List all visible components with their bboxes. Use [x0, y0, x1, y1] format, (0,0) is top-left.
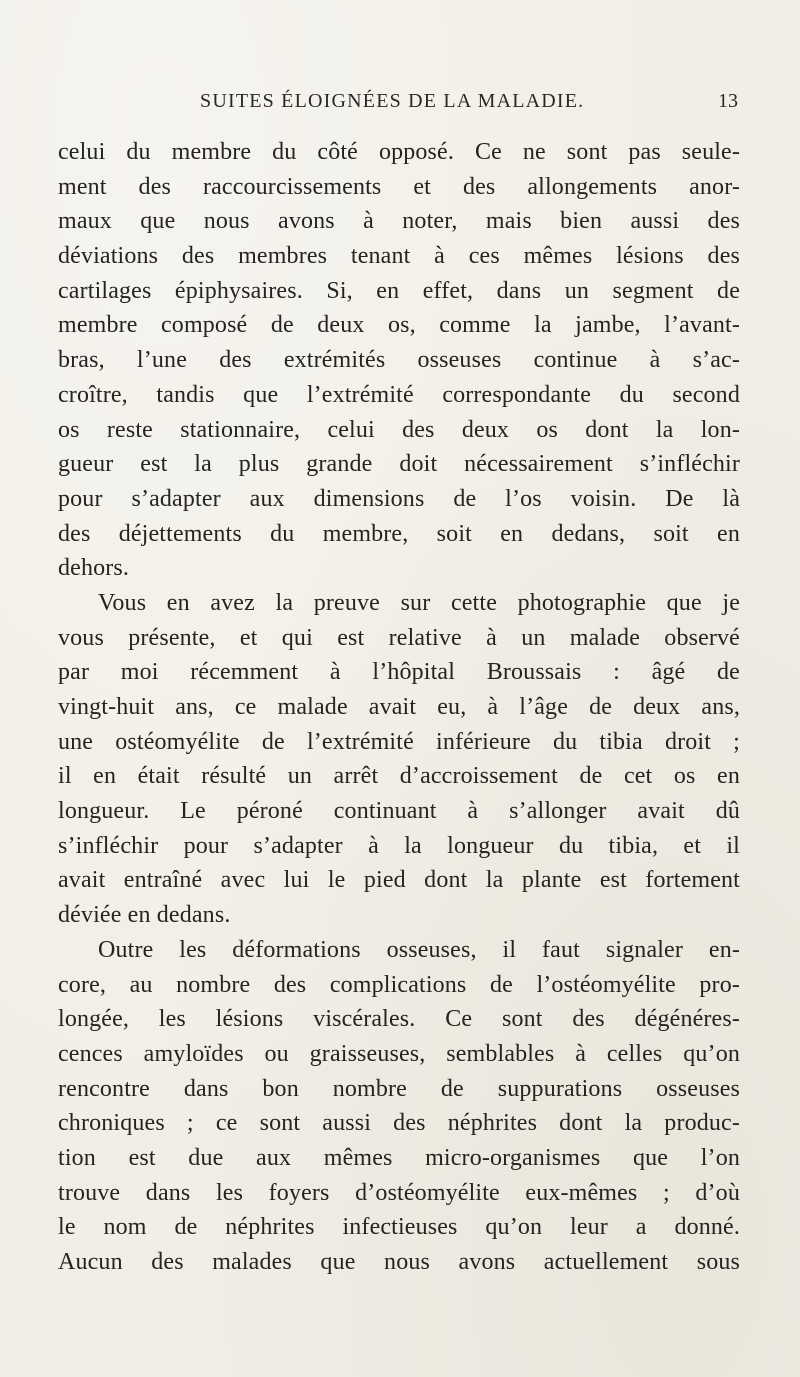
text-line: pour s’adapter aux dimensions de l’os voisin. De là [58, 485, 740, 512]
text-line: bras, l’une des extrémités osseuses continue à s’ac- [58, 347, 740, 374]
text-line: déviée en dedans. [58, 902, 231, 929]
text-line: maux que nous avons à noter, mais bien aussi des [58, 208, 740, 235]
text-line: le nom de néphrites infectieuses qu’on leur a donné. [58, 1214, 740, 1241]
text-line: par moi récemment à l’hôpital Broussais : âgé de [58, 659, 740, 686]
text-line: il en était résulté un arrêt d’accroissement de cet os en [58, 763, 740, 790]
text-line: des déjettements du membre, soit en dedans, soit en [58, 520, 740, 547]
text-line: une ostéomyélite de l’extrémité inférieure du tibia droit ; [58, 728, 740, 755]
text-line: vingt-huit ans, ce malade avait eu, à l’âge de deux ans, [58, 694, 740, 720]
running-title: SUITES ÉLOIGNÉES DE LA MALADIE. [200, 90, 585, 112]
text-line: longueur. Le péroné continuant à s’allonger avait dû [58, 798, 740, 825]
text-line: déviations des membres tenant à ces mêmes lésions des [58, 243, 740, 270]
text-line: Outre les déformations osseuses, il faut signaler en- [98, 936, 740, 963]
text-line: s’infléchir pour s’adapter à la longueur du tibia, et il [58, 832, 740, 859]
text-line: longée, les lésions viscérales. Ce sont des dégénéres- [58, 1006, 740, 1033]
text-line: membre composé de deux os, comme la jambe, l’avant- [58, 312, 740, 339]
text-line: Vous en avez la preuve sur cette photographie que je [98, 589, 740, 616]
text-line: tion est due aux mêmes micro-organismes que l’on [58, 1144, 740, 1171]
text-line: rencontre dans bon nombre de suppurations osseuses [58, 1075, 740, 1102]
text-line: croître, tandis que l’extrémité correspondante du second [58, 381, 740, 408]
text-line: Aucun des malades que nous avons actuellement sous [58, 1249, 740, 1275]
text-line: ment des raccourcissements et des allongements anor- [58, 173, 740, 200]
text-line: avait entraîné avec lui le pied dont la plante est fortement [58, 867, 740, 894]
text-line: os reste stationnaire, celui des deux os dont la lon- [58, 416, 740, 443]
text-line: trouve dans les foyers d’ostéomyélite eux-mêmes ; d’où [58, 1179, 740, 1206]
text-line: cences amyloïdes ou graisseuses, semblables à celles qu’on [58, 1040, 740, 1067]
text-line: chroniques ; ce sont aussi des néphrites dont la produc- [58, 1110, 740, 1137]
text-line: vous présente, et qui est relative à un malade observé [58, 624, 740, 651]
body-text [58, 135, 740, 1280]
page-number: 13 [718, 90, 738, 112]
running-head [108, 90, 738, 120]
text-line: dehors. [58, 555, 130, 582]
text-line: celui du membre du côté opposé. Ce ne sont pas seule- [58, 139, 740, 165]
text-line: cartilages épiphysaires. Si, en effet, dans un segment de [58, 277, 740, 304]
text-line: core, au nombre des complications de l’ostéomyélite pro- [58, 971, 740, 998]
text-line: gueur est la plus grande doit nécessairement s’infléchir [58, 451, 740, 478]
